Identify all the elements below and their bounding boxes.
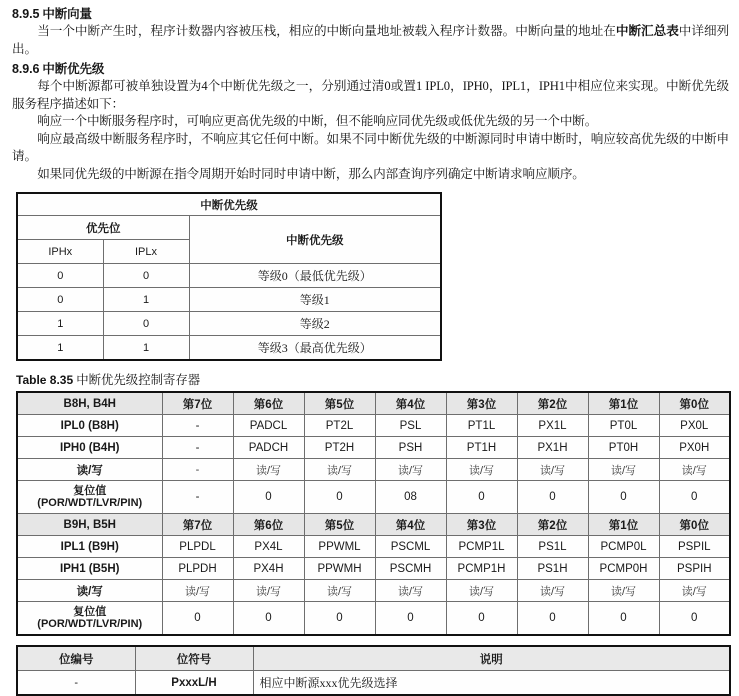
bit-description-table — [16, 645, 731, 696]
register-cell: PX1L — [517, 415, 588, 437]
register-cell: PSH — [375, 437, 446, 459]
table-row — [17, 264, 441, 288]
register-cell: PT1L — [446, 415, 517, 437]
reset-value-cell: 0 — [517, 602, 588, 636]
register-cell: PCMP0H — [588, 558, 659, 580]
read-write-label: 读/写 — [17, 459, 162, 481]
reset-value-cell: - — [162, 481, 233, 514]
table-row — [17, 671, 730, 696]
read-write-cell: 读/写 — [588, 580, 659, 602]
cell-iphx: 0 — [17, 288, 103, 312]
read-write-cell: 读/写 — [375, 459, 446, 481]
table-row — [17, 437, 730, 459]
register-cell: PCMP1L — [446, 536, 517, 558]
register-cell: PX0L — [659, 415, 730, 437]
column-header-bit-number: 位编号 — [17, 646, 135, 671]
reset-value-cell: 0 — [233, 602, 304, 636]
cell-iphx: 1 — [17, 312, 103, 336]
register-cell: PS1H — [517, 558, 588, 580]
reset-value-label — [17, 602, 162, 636]
read-write-label: 读/写 — [17, 580, 162, 602]
reset-value-cell: 0 — [659, 481, 730, 514]
reset-value-cell: 0 — [233, 481, 304, 514]
register-cell: PX4L — [233, 536, 304, 558]
read-write-cell: 读/写 — [517, 580, 588, 602]
reset-value-cell: 0 — [517, 481, 588, 514]
cell-description: 相应中断源xxx优先级选择 — [253, 671, 730, 696]
priority-level-header: 中断优先级 — [189, 216, 441, 264]
read-write-cell: 读/写 — [659, 580, 730, 602]
register-cell: PLPDH — [162, 558, 233, 580]
register-cell: PCMP0L — [588, 536, 659, 558]
bit-header-2: 第2位 — [517, 392, 588, 415]
reset-value-cell: 0 — [588, 481, 659, 514]
column-header-iplx: IPLx — [103, 240, 189, 264]
register-row-label: IPH0 (B4H) — [17, 437, 162, 459]
register-cell: - — [162, 437, 233, 459]
read-write-cell: 读/写 — [446, 580, 517, 602]
cell-iplx: 1 — [103, 288, 189, 312]
register-group-header: B9H, B5H — [17, 514, 162, 536]
section-number: 8.9.5 — [12, 7, 40, 21]
section-title: 中断优先级 — [42, 62, 105, 76]
reset-value-label-line1: 复位值 — [73, 605, 107, 618]
bit-header-0: 第0位 — [659, 514, 730, 536]
cell-iphx: 1 — [17, 336, 103, 361]
column-header-bit-symbol: 位符号 — [135, 646, 253, 671]
table-caption — [16, 370, 729, 388]
bit-header-7: 第7位 — [162, 514, 233, 536]
table-row — [17, 646, 730, 671]
register-cell: PT0H — [588, 437, 659, 459]
cell-iplx: 1 — [103, 336, 189, 361]
read-write-cell: 读/写 — [162, 580, 233, 602]
table-row — [17, 336, 441, 361]
cell-bit-number: - — [17, 671, 135, 696]
cell-level: 等级3（最高优先级） — [189, 336, 441, 361]
priority-bits-header: 优先位 — [17, 216, 189, 240]
section-heading-8-9-5 — [12, 6, 729, 22]
read-write-cell: 读/写 — [588, 459, 659, 481]
reset-value-cell: 0 — [304, 481, 375, 514]
read-write-cell: 读/写 — [375, 580, 446, 602]
bit-header-6: 第6位 — [233, 514, 304, 536]
register-cell: PT2L — [304, 415, 375, 437]
register-cell: PT1H — [446, 437, 517, 459]
table-row — [17, 216, 441, 240]
register-cell: PS1L — [517, 536, 588, 558]
read-write-cell: 读/写 — [304, 580, 375, 602]
register-cell: PX0H — [659, 437, 730, 459]
register-cell: PX1H — [517, 437, 588, 459]
paragraph-priority-intro: 每个中断源都可被单独设置为4个中断优先级之一，分别通过清0或置1 IPL0，IPH0，IPL1，IPH1中相应位来实现。中断优先级服务程序描述如下： — [12, 79, 729, 111]
column-header-description: 说明 — [253, 646, 730, 671]
reset-value-cell: 0 — [162, 602, 233, 636]
interrupt-priority-table — [16, 192, 442, 361]
reset-value-cell: 0 — [588, 602, 659, 636]
read-write-cell: 读/写 — [233, 459, 304, 481]
table-row — [17, 558, 730, 580]
bit-header-5: 第5位 — [304, 514, 375, 536]
bit-header-1: 第1位 — [588, 392, 659, 415]
paragraph-interrupt-vector: 当一个中断产生时，程序计数器内容被压栈，相应的中断向量地址被载入程序计数器。中断向量的地址在中断汇总表中详细列出。 — [12, 24, 729, 56]
reset-value-cell: 08 — [375, 481, 446, 514]
read-write-cell: 读/写 — [446, 459, 517, 481]
bit-header-7: 第7位 — [162, 392, 233, 415]
reset-value-label-line2: (POR/WDT/LVR/PIN) — [37, 497, 143, 509]
table-row — [17, 392, 730, 415]
table-caption-label: Table 8.35 — [16, 373, 74, 387]
register-cell: PADCL — [233, 415, 304, 437]
table-caption-text: 中断优先级控制寄存器 — [76, 373, 201, 387]
register-row-label: IPL0 (B8H) — [17, 415, 162, 437]
register-cell: - — [162, 415, 233, 437]
register-cell: PSL — [375, 415, 446, 437]
paragraph-priority-rule-2: 响应最高级中断服务程序时，不响应其它任何中断。如果不同中断优先级的中断源同时申请中断时，响应较高优先级的中断申请。 — [12, 131, 729, 163]
register-cell: PCMP1H — [446, 558, 517, 580]
register-group-header: B8H, B4H — [17, 392, 162, 415]
cell-level: 等级0（最低优先级） — [189, 264, 441, 288]
cell-iphx: 0 — [17, 264, 103, 288]
reset-value-cell: 0 — [446, 602, 517, 636]
table-row — [17, 481, 730, 514]
table-row — [17, 415, 730, 437]
table-row — [17, 514, 730, 536]
read-write-cell: 读/写 — [304, 459, 375, 481]
bit-header-2: 第2位 — [517, 514, 588, 536]
register-cell: PT0L — [588, 415, 659, 437]
bit-header-0: 第0位 — [659, 392, 730, 415]
section-heading-8-9-6 — [12, 61, 729, 77]
table-row — [17, 459, 730, 481]
read-write-cell: 读/写 — [659, 459, 730, 481]
register-cell: PPWMH — [304, 558, 375, 580]
register-cell: PLPDL — [162, 536, 233, 558]
read-write-cell: 读/写 — [233, 580, 304, 602]
register-cell: PPWML — [304, 536, 375, 558]
bit-header-3: 第3位 — [446, 514, 517, 536]
table-row — [17, 193, 441, 216]
register-row-label: IPL1 (B9H) — [17, 536, 162, 558]
bit-header-5: 第5位 — [304, 392, 375, 415]
register-cell: PSCML — [375, 536, 446, 558]
bit-header-3: 第3位 — [446, 392, 517, 415]
bit-header-6: 第6位 — [233, 392, 304, 415]
table-row — [17, 536, 730, 558]
cell-iplx: 0 — [103, 312, 189, 336]
reset-value-label-line1: 复位值 — [73, 484, 107, 497]
reset-value-cell: 0 — [375, 602, 446, 636]
register-cell: PT2H — [304, 437, 375, 459]
read-write-cell: - — [162, 459, 233, 481]
section-number: 8.9.6 — [12, 62, 40, 76]
read-write-cell: 读/写 — [517, 459, 588, 481]
cell-iplx: 0 — [103, 264, 189, 288]
paragraph-priority-rule-3: 如果同优先级的中断源在指令周期开始时同时申请中断，那么内部查询序列确定中断请求响应顺序。 — [37, 166, 585, 181]
table-row — [17, 602, 730, 636]
reset-value-label — [17, 481, 162, 514]
register-cell: PSCMH — [375, 558, 446, 580]
column-header-iphx: IPHx — [17, 240, 103, 264]
priority-table-title: 中断优先级 — [17, 193, 441, 216]
register-cell: PSPIL — [659, 536, 730, 558]
section-title: 中断向量 — [42, 7, 92, 21]
cell-level: 等级1 — [189, 288, 441, 312]
table-row — [17, 580, 730, 602]
reset-value-cell: 0 — [659, 602, 730, 636]
register-row-label: IPH1 (B5H) — [17, 558, 162, 580]
interrupt-priority-register-table — [16, 391, 731, 636]
reset-value-cell: 0 — [304, 602, 375, 636]
cell-bit-symbol: PxxxL/H — [135, 671, 253, 696]
table-row — [17, 312, 441, 336]
table-row — [17, 288, 441, 312]
reset-value-label-line2: (POR/WDT/LVR/PIN) — [37, 618, 143, 630]
cell-level: 等级2 — [189, 312, 441, 336]
paragraph-priority-rule-1: 响应一个中断服务程序时，可响应更高优先级的中断，但不能响应同优先级或低优先级的另一个中断。 — [37, 114, 598, 128]
register-cell: PADCH — [233, 437, 304, 459]
bit-header-4: 第4位 — [375, 392, 446, 415]
register-cell: PSPIH — [659, 558, 730, 580]
reset-value-cell: 0 — [446, 481, 517, 514]
bit-header-1: 第1位 — [588, 514, 659, 536]
bit-header-4: 第4位 — [375, 514, 446, 536]
register-cell: PX4H — [233, 558, 304, 580]
